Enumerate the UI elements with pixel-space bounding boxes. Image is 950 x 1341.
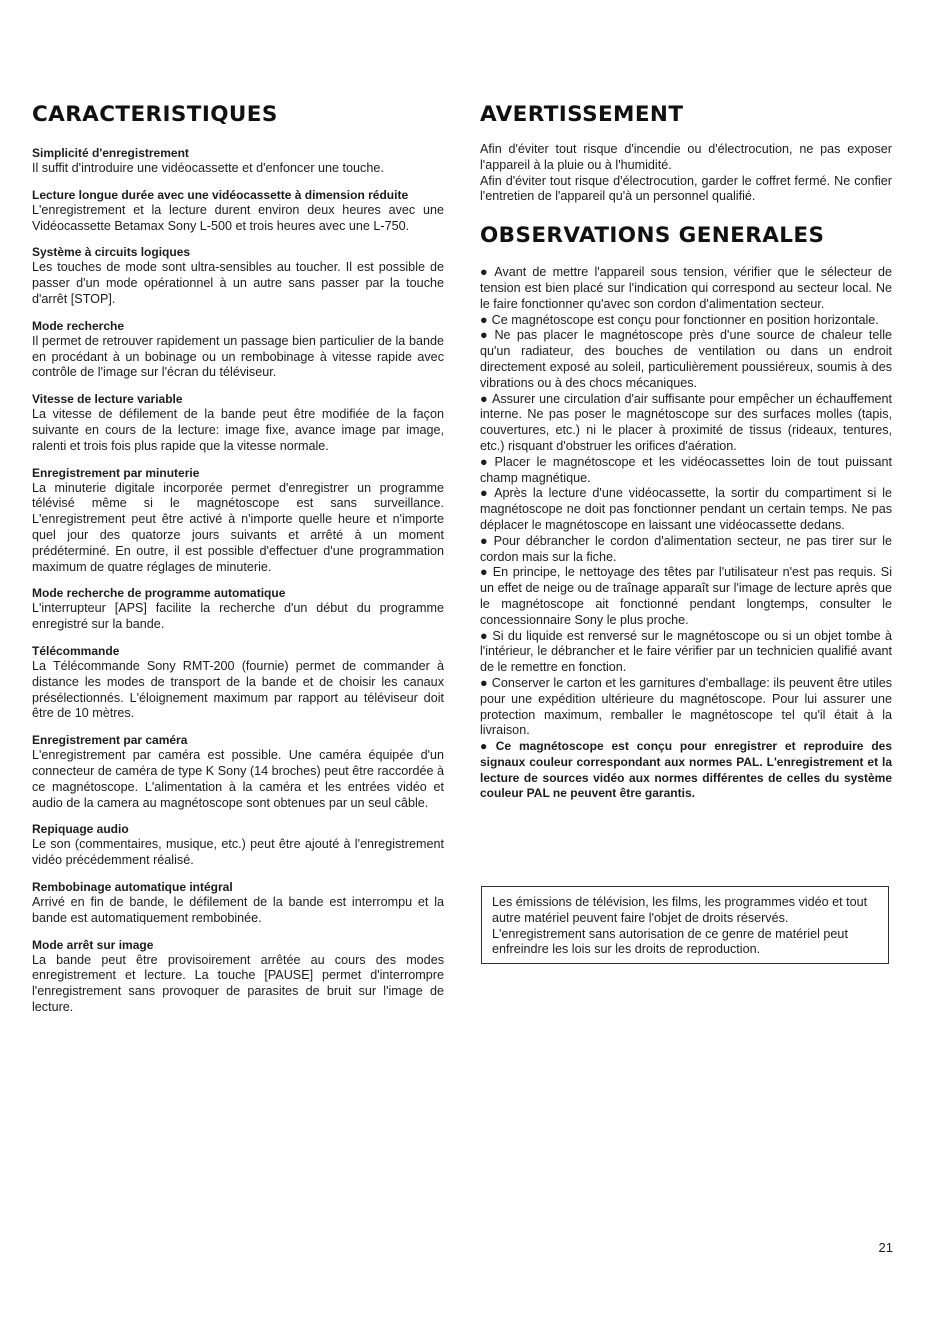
observation-item xyxy=(480,265,892,312)
observation-item xyxy=(480,739,892,802)
feature-title: Système à circuits logiques xyxy=(32,245,191,260)
feature-title: Enregistrement par minuterie xyxy=(32,465,200,480)
left-column xyxy=(32,100,444,1027)
heading-caracteristiques: CARACTERISTIQUES xyxy=(32,102,278,127)
observation-text: Conserver le carton et les garnitures d'emballage: ils peuvent être utiles pour une expédition ultérieure du magnétoscope. Pour lui assurer une protection maximum, remballer le magnétoscope tel qu'il était à la livraison. xyxy=(480,675,893,738)
observation-item xyxy=(480,455,892,487)
observation-item xyxy=(480,534,892,566)
feature-description: Le son (commentaires, musique, etc.) peut être ajouté à l'enregistrement vidéo précédemment réalisé. xyxy=(32,837,444,868)
observation-item xyxy=(480,486,892,533)
feature-title: Rembobinage automatique intégral xyxy=(32,879,233,894)
feature-section xyxy=(32,188,444,235)
copyright-notice-box xyxy=(481,886,889,964)
feature-title: Vitesse de lecture variable xyxy=(32,392,183,407)
feature-title: Simplicité d'enregistrement xyxy=(32,146,189,160)
feature-title: Mode arrêt sur image xyxy=(32,937,154,952)
observations-list xyxy=(480,265,892,802)
feature-description: Les touches de mode sont ultra-sensibles au toucher. Il est possible de passer d'un mode opérationnel à un autre sans passer par la touche d'arrêt [STOP]. xyxy=(32,260,444,306)
feature-description: L'interrupteur [APS] facilite la recherche d'un début du programme enregistré sur la bande. xyxy=(32,601,444,632)
observation-item xyxy=(480,392,892,455)
feature-description: Il suffit d'introduire une vidéocassette et d'enfoncer une touche. xyxy=(32,161,384,175)
observation-text: Ce magnétoscope est conçu pour enregistrer et reproduire des signaux couleur correspondant aux normes PAL. L'enregistrement et la lecture de sources vidéo aux normes différentes de celles du système couleur PAL ne peuvent être garantis. xyxy=(480,739,892,801)
feature-section xyxy=(32,644,444,722)
feature-title: Repiquage audio xyxy=(32,822,129,837)
bullet-icon: ● xyxy=(480,391,488,406)
bullet-icon: ● xyxy=(480,628,489,643)
observation-item xyxy=(480,676,892,739)
observation-text: Après la lecture d'une vidéocassette, la sortir du compartiment si le magnétoscope ne doit pas fonctionner pendant un certain temps. Ne pas déplacer le magnétoscope en laissant une vidéocassette dedans. xyxy=(480,486,892,532)
bullet-icon: ● xyxy=(480,533,490,548)
feature-section xyxy=(32,822,444,869)
observation-item xyxy=(480,629,892,676)
feature-title: Télécommande xyxy=(32,643,120,658)
page-number: 21 xyxy=(878,1240,893,1255)
heading-observations-generales: OBSERVATIONS GENERALES xyxy=(480,223,825,249)
warning-block xyxy=(480,142,892,205)
bullet-icon: ● xyxy=(480,486,491,501)
copyright-notice-text: Les émissions de télévision, les films, les programmes vidéo et tout autre matériel peuvent faire l'objet de droits réservés. L'enregistrement sans autorisation de ce genre de matériel peut enfreindre les lois sur les droits de reproduction. xyxy=(492,895,868,957)
observation-item xyxy=(480,313,892,329)
feature-section xyxy=(32,245,444,307)
bullet-icon: ● xyxy=(480,675,488,690)
feature-section xyxy=(32,466,444,576)
feature-section xyxy=(32,733,444,811)
observation-text: Ne pas placer le magnétoscope près d'une source de chaleur telle qu'un radiateur, des bouches de ventilation ou dans un endroit directement exposé au soleil, particulièrement poussiéreux, soumis à des vibrations ou à des chocs mécaniques. xyxy=(480,328,893,390)
observation-text: Pour débrancher le cordon d'alimentation secteur, ne pas tirer sur le cordon mais sur la fiche. xyxy=(480,533,892,564)
feature-title: Lecture longue durée avec une vidéocassette à dimension réduite xyxy=(32,187,409,202)
feature-title: Mode recherche xyxy=(32,318,125,333)
observation-item xyxy=(480,328,892,391)
feature-description: Il permet de retrouver rapidement un passage bien particulier de la bande en procédant à un bobinage ou un rembobinage à vitesse rapide avec contrôle de l'image sur l'écran du téléviseur. xyxy=(32,333,444,380)
feature-section xyxy=(32,586,444,633)
feature-section xyxy=(32,880,444,927)
feature-description: L'enregistrement par caméra est possible. Une caméra équipée d'un connecteur de caméra de type K Sony (14 broches) peut être raccordée à ce magnétoscope. L'alimentation à la caméra et les entrées vidéo et audio de la camera au magnétoscope sont obtenues par un seul câble. xyxy=(32,748,444,810)
feature-title: Enregistrement par caméra xyxy=(32,733,188,748)
feature-section xyxy=(32,319,444,381)
features-list xyxy=(32,146,444,1016)
feature-description: Arrivé en fin de bande, le défilement de la bande est interrompu et la bande est automatiquement rembobinée. xyxy=(32,894,444,925)
right-column xyxy=(480,100,892,802)
observation-text: Ce magnétoscope est conçu pour fonctionner en position horizontale. xyxy=(491,312,879,327)
feature-section xyxy=(32,392,444,454)
observation-text: Avant de mettre l'appareil sous tension, vérifier que le sélecteur de tension est bien placé sur l'indication qui correspond au secteur local. Ne le faire fonctionner qu'avec son cordon d'alimentation secteur. xyxy=(480,265,892,311)
heading-avertissement: AVERTISSEMENT xyxy=(480,102,684,127)
warning-paragraph: Afin d'éviter tout risque d'électrocution, garder le coffret fermé. Ne confier l'entretien de l'appareil qu'à un personnel qualifié. xyxy=(480,173,892,204)
bullet-icon: ● xyxy=(480,739,492,754)
feature-section xyxy=(32,146,444,177)
warning-paragraph: Afin d'éviter tout risque d'incendie ou d'électrocution, ne pas exposer l'appareil à la pluie ou à l'humidité. xyxy=(480,142,892,172)
feature-description: La minuterie digitale incorporée permet d'enregistrer un programme télévisé même si le magnétoscope est sans surveillance. L'enregistrement peut être activé à n'importe quelle heure et n'importe quel jour des quatorze jours suivants et arrêté à un moment prédéterminé. En outre, il est possible d'effectuer d'une programmation maximum de quatre réglages de minuterie. xyxy=(32,480,444,574)
feature-description: La bande peut être provisoirement arrêtée au cours des modes enregistrement et lecture. La touche [PAUSE] permet d'interrompre l'enregistrement sans provoquer de parasites de bruit sur l'image de lecture. xyxy=(32,952,444,1014)
bullet-icon: ● xyxy=(480,312,488,327)
feature-description: La vitesse de défilement de la bande peut être modifiée de la façon suivante en cours de la lecture: image fixe, avance image par image, ralenti et trois fois plus rapide que la vitesse normale. xyxy=(32,407,444,453)
observation-text: En principe, le nettoyage des têtes par l'utilisateur n'est pas requis. Si un effet de neige ou de traînage apparaît sur l'image de lecture après que le magnétoscope ait fonctionné pendant longtemps, consulter le concessionnaire Sony le plus proche. xyxy=(480,565,892,627)
observation-text: Assurer une circulation d'air suffisante pour empêcher un échauffement interne. Ne pas poser le magnétoscope sur des surfaces molles (tapis, couvertures, etc.) ni le placer à proximité de tissus (rideaux, tentures, etc.) risquant d'obstruer les orifices d'aération. xyxy=(480,391,892,453)
feature-description: La Télécommande Sony RMT-200 (fournie) permet de commander à distance les modes de transport de la bande et de choisir les canaux présélectionnés. L'éloignement maximum par rapport au téléviseur doit être de 10 mètres. xyxy=(32,658,444,721)
bullet-icon: ● xyxy=(480,265,491,280)
bullet-icon: ● xyxy=(480,454,491,469)
feature-section xyxy=(32,938,444,1016)
observation-text: Si du liquide est renversé sur le magnétoscope ou si un objet tombe à l'intérieur, le débrancher et le faire vérifier par un technicien qualifié avant de le remettre en fonction. xyxy=(480,628,892,675)
bullet-icon: ● xyxy=(480,328,491,343)
feature-description: L'enregistrement et la lecture durent environ deux heures avec une Vidéocassette Betamax Sony L-500 et trois heures avec une L-750. xyxy=(32,202,444,233)
observation-item xyxy=(480,565,892,628)
observation-text: Placer le magnétoscope et les vidéocassettes loin de tout puissant champ magnétique. xyxy=(480,454,892,485)
bullet-icon: ● xyxy=(480,565,489,580)
feature-title: Mode recherche de programme automatique xyxy=(32,586,286,601)
